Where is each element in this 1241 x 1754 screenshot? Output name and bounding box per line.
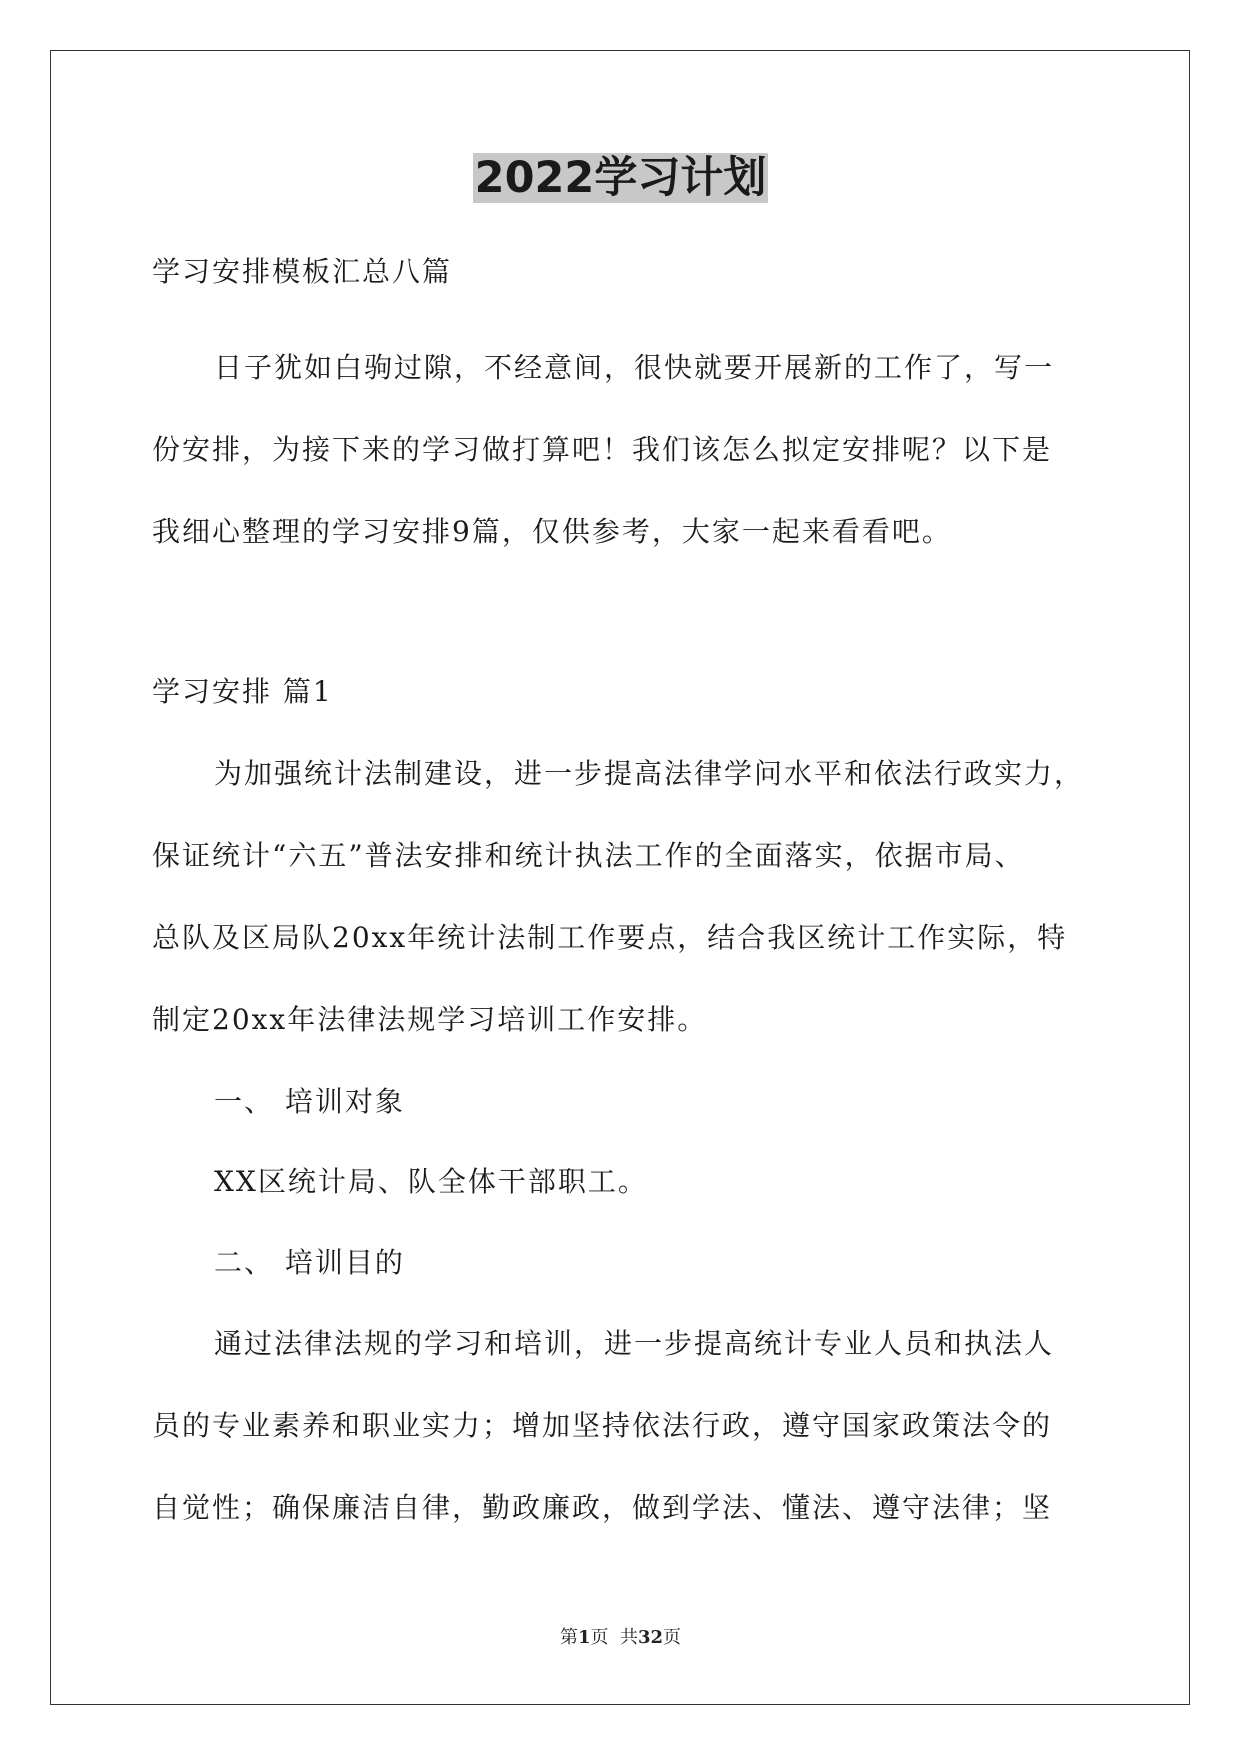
total-pages-number: 32	[637, 1627, 664, 1648]
body-line-6: 员的专业素养和职业实力；增加坚持依法行政，遵守国家政策法令的	[152, 1409, 1053, 1442]
body-line-2: 保证统计“六五”普法安排和统计执法工作的全面落实，依据市局、	[152, 839, 1025, 872]
section-heading: 学习安排 篇1	[152, 675, 333, 708]
list-heading-1: 一、 培训对象	[214, 1085, 405, 1118]
subtitle-line: 学习安排模板汇总八篇	[152, 255, 453, 288]
intro-line-3: 我细心整理的学习安排9篇，仅供参考，大家一起来看看吧。	[152, 515, 952, 548]
intro-line-1: 日子犹如白驹过隙，不经意间，很快就要开展新的工作了，写一	[214, 351, 1055, 384]
body-line-5: 通过法律法规的学习和培训，进一步提高统计专业人员和执法人	[214, 1327, 1055, 1360]
footer-suffix: 页	[663, 1627, 682, 1648]
intro-line-2: 份安排，为接下来的学习做打算吧！我们该怎么拟定安排呢？以下是	[152, 433, 1053, 466]
footer-prefix: 第	[559, 1627, 578, 1648]
list-heading-2: 二、 培训目的	[214, 1246, 405, 1279]
footer-mid: 页 共	[590, 1627, 638, 1648]
body-line-7: 自觉性；确保廉洁自律，勤政廉政，做到学法、懂法、遵守法律；坚	[152, 1491, 1053, 1524]
list-content-1: XX区统计局、队全体干部职工。	[214, 1165, 648, 1198]
body-line-4: 制定20xx年法律法规学习培训工作安排。	[152, 1003, 708, 1036]
document-title	[0, 148, 1241, 208]
page-border	[50, 50, 1190, 1705]
page-footer	[0, 1626, 1241, 1650]
current-page-number: 1	[577, 1627, 591, 1648]
document-title-text: 2022学习计划	[474, 153, 767, 203]
body-line-3: 总队及区局队20xx年统计法制工作要点，结合我区统计工作实际，特	[152, 921, 1068, 954]
body-line-1: 为加强统计法制建设，进一步提高法律学问水平和依法行政实力，	[214, 757, 1085, 790]
